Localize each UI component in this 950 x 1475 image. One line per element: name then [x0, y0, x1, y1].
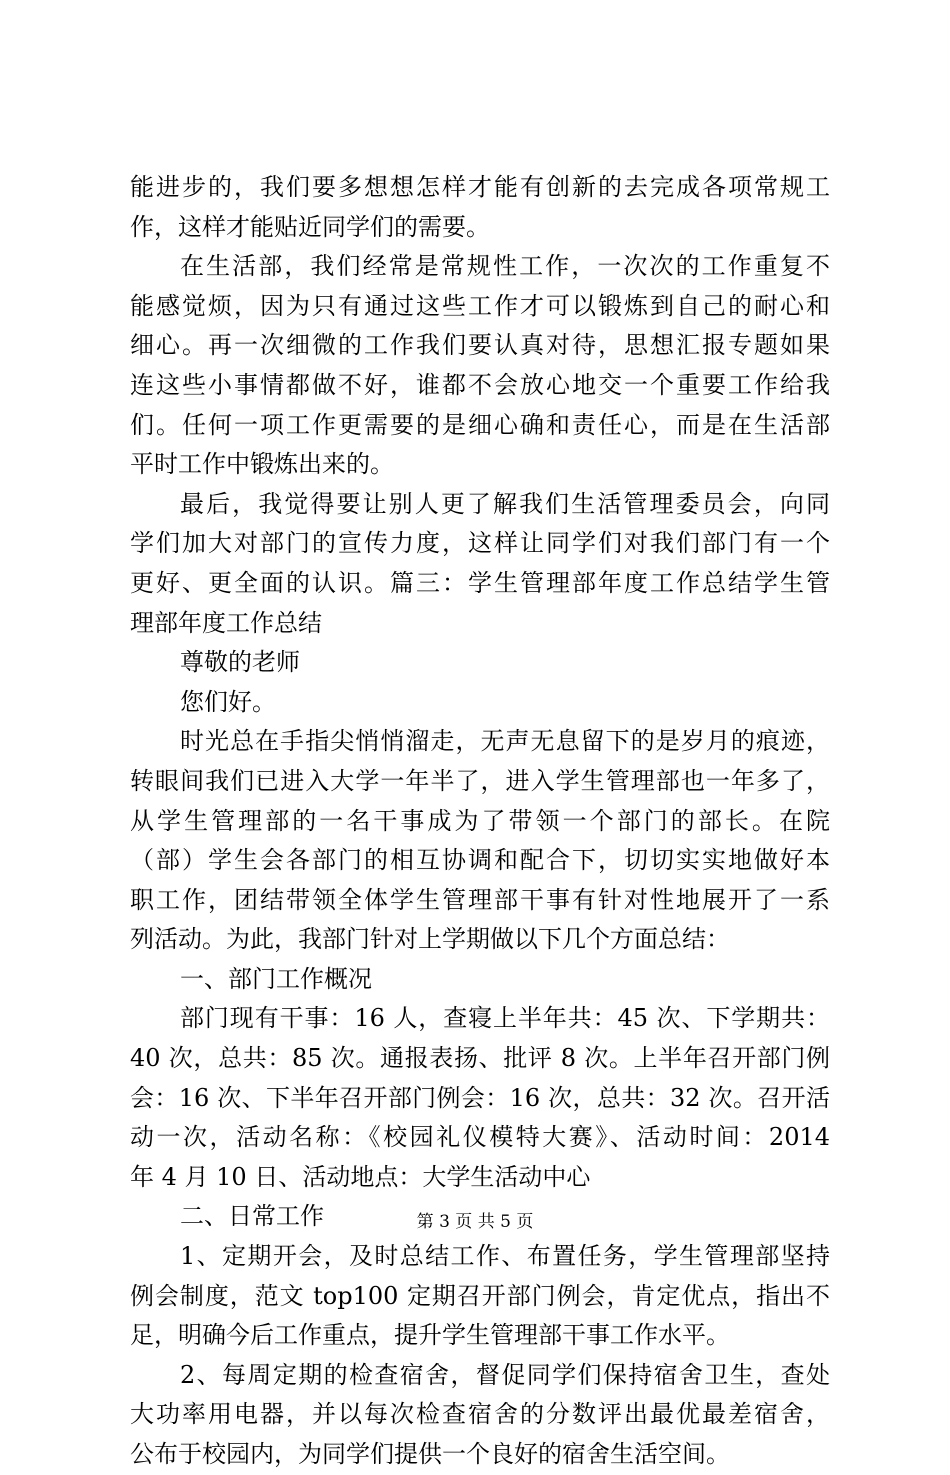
- text-line: 从学生管理部的一名干事成为了带领一个部门的部长。在院: [130, 806, 830, 835]
- text-line: 大功率用电器，并以每次检查宿舍的分数评出最优最差宿舍，: [130, 1400, 830, 1429]
- text-line: 1、定期开会，及时总结工作、布置任务，学生管理部坚持: [180, 1242, 830, 1271]
- text-line: 能进步的，我们要多想想怎样才能有创新的去完成各项常规工: [130, 173, 830, 201]
- text-line: 学们加大对部门的宣传力度，这样让同学们对我们部门有一个: [130, 529, 830, 558]
- text-line: 例会制度，范文 top100 定期召开部门例会，肯定优点，指出不: [130, 1281, 830, 1310]
- text-line: 在生活部，我们经常是常规性工作，一次次的工作重复不: [180, 252, 830, 281]
- text-line: 作，这样才能贴近同学们的需要。: [130, 212, 490, 241]
- text-line: 部门现有干事：16 人，查寝上半年共：45 次、下学期共：: [180, 1004, 830, 1033]
- document-body: [130, 168, 830, 1475]
- text-line: 动一次，活动名称：《校园礼仪模特大赛》、活动时间：2014: [130, 1123, 830, 1152]
- page-footer: 第 3 页 共 5 页: [416, 1212, 534, 1232]
- text-line: 细心。再一次细微的工作我们要认真对待，思想汇报专题如果: [130, 331, 830, 360]
- text-line: 列活动。为此，我部门针对上学期做以下几个方面总结：: [130, 925, 730, 954]
- text-line: 40 次，总共：85 次。通报表扬、批评 8 次。上半年召开部门例: [130, 1044, 830, 1073]
- text-line: 能感觉烦，因为只有通过这些工作才可以锻炼到自己的耐心和: [130, 291, 830, 320]
- text-line: 尊敬的老师: [180, 648, 300, 677]
- text-line: 更好、更全面的认识。篇三：学生管理部年度工作总结学生管: [130, 568, 830, 597]
- text-line: 二、日常工作: [180, 1202, 324, 1231]
- text-line: 一、部门工作概况: [180, 964, 372, 993]
- text-line: 会：16 次、下半年召开部门例会：16 次，总共：32 次。召开活: [130, 1083, 830, 1112]
- text-line: 平时工作中锻炼出来的。: [130, 450, 394, 479]
- text-line: 您们好。: [180, 687, 276, 716]
- text-line: 连这些小事情都做不好，谁都不会放心地交一个重要工作给我: [130, 370, 830, 399]
- text-line: 理部年度工作总结: [130, 608, 322, 637]
- text-line: 2、每周定期的检查宿舍，督促同学们保持宿舍卫生，查处: [180, 1360, 830, 1389]
- text-line: 职工作，团结带领全体学生管理部干事有针对性地展开了一系: [130, 885, 830, 914]
- text-line: 时光总在手指尖悄悄溜走，无声无息留下的是岁月的痕迹，: [180, 727, 830, 756]
- text-line: 最后，我觉得要让别人更了解我们生活管理委员会，向同: [180, 489, 830, 518]
- text-line: 公布于校园内，为同学们提供一个良好的宿舍生活空间。: [130, 1440, 730, 1468]
- text-line: 年 4 月 10 日、活动地点：大学生活动中心: [130, 1162, 591, 1191]
- text-line: 转眼间我们已进入大学一年半了，进入学生管理部也一年多了，: [130, 766, 830, 795]
- text-line: （部）学生会各部门的相互协调和配合下，切切实实地做好本: [130, 846, 830, 875]
- text-line: 足，明确今后工作重点，提升学生管理部干事工作水平。: [130, 1321, 730, 1350]
- text-line: 们。任何一项工作更需要的是细心确和责任心，而是在生活部: [130, 410, 830, 439]
